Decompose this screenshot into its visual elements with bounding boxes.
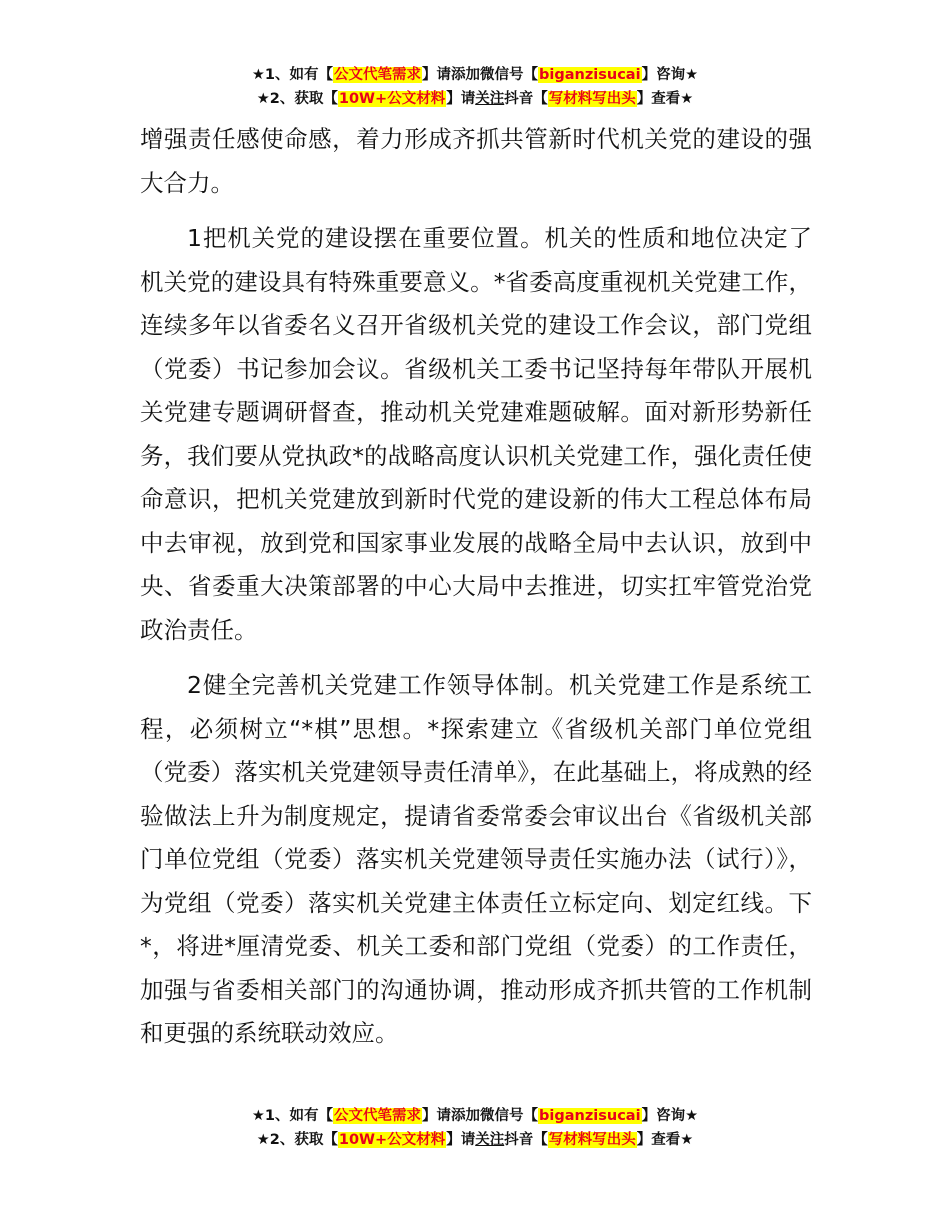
paragraph-continued: 增强责任感使命感，着力形成齐抓共管新时代机关党的建设的强大合力。 <box>140 125 812 197</box>
highlight-service: 公文代笔需求 <box>334 67 422 83</box>
banner-text: 微信号【 <box>480 1108 539 1124</box>
banner-text: 】请 <box>422 67 452 83</box>
document-body <box>140 118 812 1068</box>
banner-emphasis: 添加 <box>451 1108 481 1124</box>
banner-text: 】咨询★ <box>641 67 699 83</box>
highlight-materials: 10W+公文材料 <box>338 1132 446 1148</box>
banner-line-1 <box>0 1104 950 1128</box>
highlight-douyin-account: 写材料写出头 <box>548 1132 636 1148</box>
paragraph-2: 2健全完善机关党建工作领导体制。机关党建工作是系统工程，必须树立“*棋”思想。*探索建立《省级机关部门单位党组（党委）落实机关党建领导责任清单》，在此基础上，将成熟的经验做法上升为制度规定，提请省委常委会审议出台《省级机关部门单位党组（党委）落实机关党建领导责任实施办法（试行）》，为党组（党委）落实机关党建主体责任立标定向、划定红线。下*，将进*厘清党委、机关工委和部门党组（党委）的工作责任，加强与省委相关部门的沟通协调，推动形成齐抓共管的工作机制和更强的系统联动效应。 <box>140 671 812 1047</box>
banner-text: 】请 <box>422 1108 452 1124</box>
banner-text: ★2、获取【 <box>256 91 338 107</box>
banner-text: ★2、获取【 <box>256 1132 338 1148</box>
highlight-materials: 10W+公文材料 <box>338 91 446 107</box>
banner-text: 】查看★ <box>636 1132 694 1148</box>
paragraph-1: 1把机关党的建设摆在重要位置。机关的性质和地位决定了机关党的建设具有特殊重要意义。*省委高度重视机关党建工作，连续多年以省委名义召开省级机关党的建设工作会议，部门党组（党委）书记参加会议。省级机关工委书记坚持每年带队开展机关党建专题调研督查，推动机关党建难题破解。面对新形势新任务，我们要从党执政*的战略高度认识机关党建工作，强化责任使命意识，把机关党建放到新时代党的建设新的伟大工程总体布局中去审视，放到党和国家事业发展的战略全局中去认识，放到中央、省委重大决策部署的中心大局中去推进，切实扛牢管党治党政治责任。 <box>140 224 812 644</box>
banner-emphasis: 添加 <box>451 67 481 83</box>
banner-text: 抖音【 <box>504 1132 548 1148</box>
highlight-wechat-id: biganzisucai <box>539 67 641 83</box>
bottom-ad-banner <box>0 1104 950 1152</box>
banner-text: 】咨询★ <box>641 1108 699 1124</box>
banner-text: 】请 <box>446 91 476 107</box>
highlight-service: 公文代笔需求 <box>334 1108 422 1124</box>
banner-text: ★1、如有【 <box>251 1108 334 1124</box>
highlight-wechat-id: biganzisucai <box>539 1108 641 1124</box>
top-ad-banner <box>0 63 950 111</box>
banner-emphasis: 关注 <box>475 91 505 107</box>
banner-text: 】查看★ <box>636 91 694 107</box>
banner-emphasis: 关注 <box>475 1132 505 1148</box>
banner-line-2 <box>0 87 950 111</box>
banner-line-2 <box>0 1128 950 1152</box>
banner-line-1 <box>0 63 950 87</box>
highlight-douyin-account: 写材料写出头 <box>548 91 636 107</box>
banner-text: 微信号【 <box>480 67 539 83</box>
banner-text: 】请 <box>446 1132 476 1148</box>
banner-text: 抖音【 <box>504 91 548 107</box>
banner-text: ★1、如有【 <box>251 67 334 83</box>
